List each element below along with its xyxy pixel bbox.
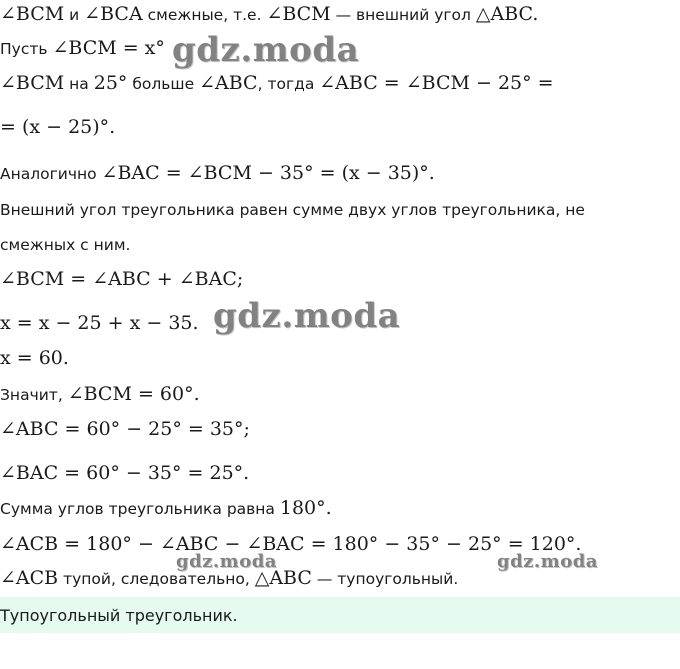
solution-line-9: [0, 312, 199, 334]
text: , тогда: [257, 75, 320, 93]
math: 180°.: [279, 497, 332, 519]
text: тупой, следовательно,: [58, 570, 255, 588]
watermark-logo: gdz.moda: [176, 551, 277, 572]
text: на: [64, 75, 94, 93]
math: x = x − 25 + x − 35.: [0, 312, 199, 334]
math: △ABC: [254, 567, 312, 589]
math: x = 60.: [0, 347, 69, 369]
solution-line-5: [0, 162, 435, 184]
text: — тупоугольный.: [311, 570, 459, 588]
math: ∠BCM: [0, 72, 65, 94]
math: ∠BCM = ∠ABC + ∠BAC;: [0, 268, 244, 290]
math: ∠BCA: [84, 3, 143, 25]
text: смежных с ним.: [0, 236, 131, 254]
watermark-logo: gdz.moda: [213, 296, 401, 336]
text: Значит,: [0, 386, 68, 404]
math: ∠ACB = 180° − ∠ABC − ∠BAC = 180° − 35° − 25° = 120°.: [0, 533, 582, 555]
text: Аналогично: [0, 165, 102, 183]
math: ∠ABC = ∠BCM − 25° =: [319, 72, 554, 94]
math: ∠BAC = 60° − 35° = 25°.: [0, 462, 250, 484]
solution-line-6: [0, 200, 585, 219]
math: ∠BCM = 60°.: [67, 383, 200, 405]
solution-line-2: [0, 37, 165, 59]
math: 25°: [93, 72, 128, 94]
solution-line-8: [0, 268, 243, 290]
math: ∠ABC: [199, 72, 258, 94]
solution-line-11: [0, 383, 200, 405]
watermark-logo: gdz.moda: [497, 551, 598, 572]
math: △ABC.: [475, 3, 539, 25]
solution-line-1: [0, 3, 538, 25]
text: Пусть: [0, 40, 53, 58]
text: Сумма углов треугольника равна: [0, 500, 280, 518]
solution-line-7: [0, 235, 130, 254]
math: = (x − 25)°.: [0, 116, 116, 138]
math: ∠BCM = x°: [52, 37, 165, 59]
math: ∠BCM: [0, 3, 65, 25]
math: ∠BAC = ∠BCM − 35° = (x − 35)°.: [101, 162, 435, 184]
solution-line-3: [0, 72, 554, 94]
math: ∠ACB: [0, 567, 59, 589]
text: и: [64, 6, 85, 24]
answer-text: Тупоугольный треугольник.: [0, 605, 238, 625]
watermark-logo: gdz.moda: [172, 30, 360, 70]
text: больше: [127, 75, 200, 93]
math: ∠BCM: [266, 3, 331, 25]
math: ∠ABC = 60° − 25° = 35°;: [0, 418, 250, 440]
answer-box: [0, 597, 680, 633]
solution-line-13: [0, 462, 249, 484]
solution-line-4: [0, 116, 115, 138]
solution-line-14: [0, 497, 332, 519]
solution-line-12: [0, 418, 250, 440]
text: смежные, т.е.: [142, 6, 267, 24]
text: — внешний угол: [330, 6, 476, 24]
text: Внешний угол треугольника равен сумме двух углов треугольника, не: [0, 201, 585, 219]
solution-line-15: [0, 533, 581, 555]
solution-line-10: [0, 347, 69, 369]
